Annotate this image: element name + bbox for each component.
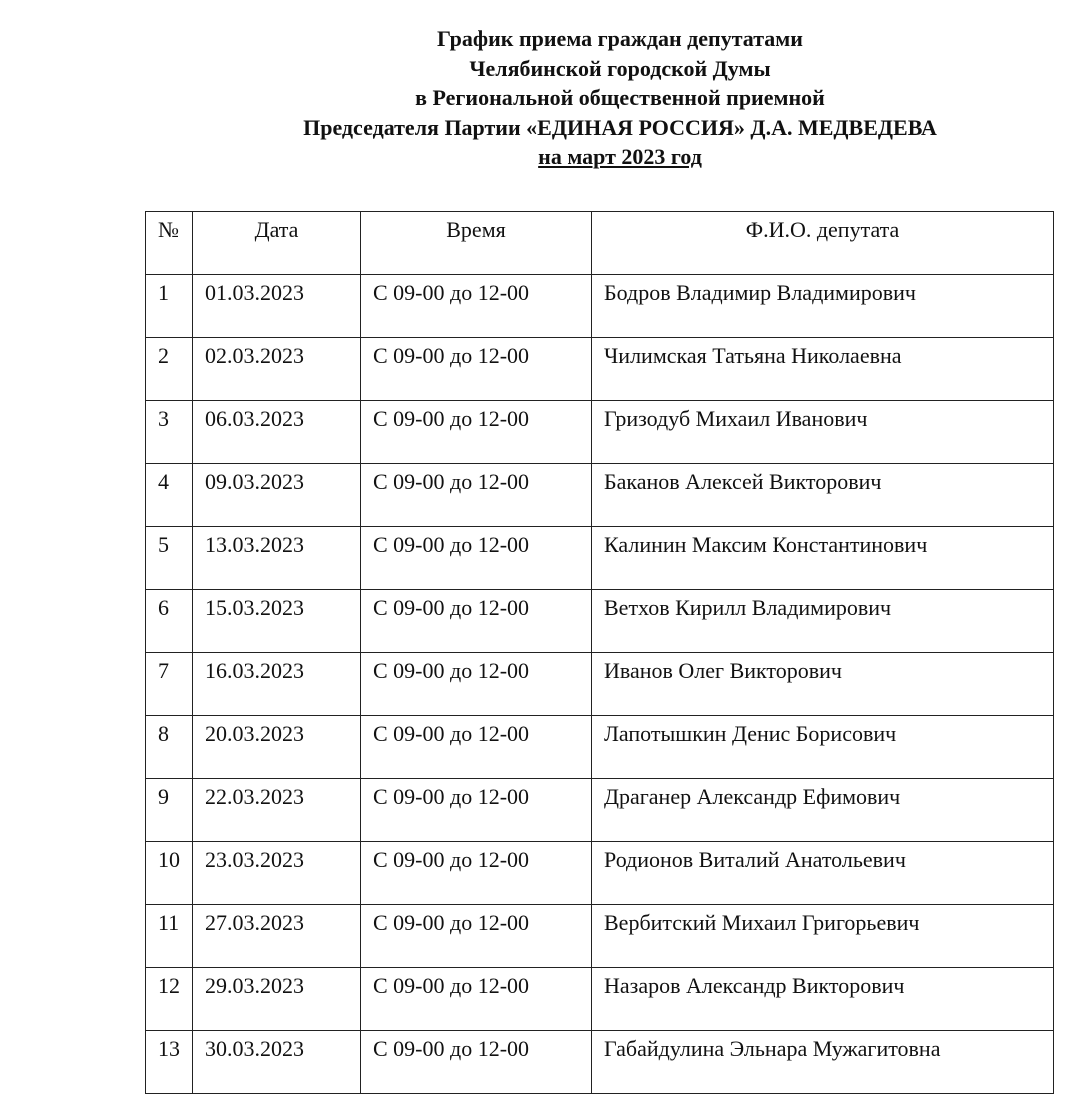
cell-number: 11: [146, 905, 193, 968]
table-row: [146, 464, 1054, 527]
table-row: [146, 653, 1054, 716]
cell-time: С 09-00 до 12-00: [361, 1031, 592, 1094]
cell-deputy-name: Лапотышкин Денис Борисович: [592, 716, 1054, 779]
table-row: [146, 842, 1054, 905]
cell-date: 15.03.2023: [193, 590, 361, 653]
cell-deputy-name: Иванов Олег Викторович: [592, 653, 1054, 716]
cell-deputy-name: Драганер Александр Ефимович: [592, 779, 1054, 842]
cell-number: 1: [146, 275, 193, 338]
cell-deputy-name: Гризодуб Михаил Иванович: [592, 401, 1054, 464]
cell-number: 3: [146, 401, 193, 464]
header-time: Время: [361, 212, 592, 275]
cell-time: С 09-00 до 12-00: [361, 464, 592, 527]
cell-date: 09.03.2023: [193, 464, 361, 527]
cell-date: 29.03.2023: [193, 968, 361, 1031]
table-row: [146, 275, 1054, 338]
cell-number: 2: [146, 338, 193, 401]
cell-deputy-name: Калинин Максим Константинович: [592, 527, 1054, 590]
cell-date: 01.03.2023: [193, 275, 361, 338]
cell-date: 30.03.2023: [193, 1031, 361, 1094]
cell-number: 4: [146, 464, 193, 527]
header-deputy-name: Ф.И.О. депутата: [592, 212, 1054, 275]
table-body: [146, 275, 1054, 1094]
cell-time: С 09-00 до 12-00: [361, 590, 592, 653]
title-line: Челябинской городской Думы: [469, 55, 771, 81]
cell-date: 06.03.2023: [193, 401, 361, 464]
table-row: [146, 779, 1054, 842]
cell-time: С 09-00 до 12-00: [361, 905, 592, 968]
header-date: Дата: [193, 212, 361, 275]
table-row: [146, 905, 1054, 968]
cell-number: 10: [146, 842, 193, 905]
title-line: в Региональной общественной приемной: [415, 85, 825, 110]
cell-deputy-name: Вербитский Михаил Григорьевич: [592, 905, 1054, 968]
cell-time: С 09-00 до 12-00: [361, 842, 592, 905]
title-line: График приема граждан депутатами: [437, 26, 803, 51]
cell-number: 9: [146, 779, 193, 842]
title-period: на март 2023 год: [538, 144, 702, 169]
cell-time: С 09-00 до 12-00: [361, 401, 592, 464]
cell-date: 20.03.2023: [193, 716, 361, 779]
cell-time: С 09-00 до 12-00: [361, 338, 592, 401]
table-row: [146, 968, 1054, 1031]
cell-deputy-name: Назаров Александр Викторович: [592, 968, 1054, 1031]
table-row: [146, 401, 1054, 464]
cell-time: С 09-00 до 12-00: [361, 275, 592, 338]
table-row: [146, 527, 1054, 590]
cell-deputy-name: Родионов Виталий Анатольевич: [592, 842, 1054, 905]
table-header-row: [146, 212, 1054, 275]
cell-deputy-name: Ветхов Кирилл Владимирович: [592, 590, 1054, 653]
cell-time: С 09-00 до 12-00: [361, 527, 592, 590]
document-title: [150, 24, 1080, 172]
cell-date: 27.03.2023: [193, 905, 361, 968]
cell-time: С 09-00 до 12-00: [361, 716, 592, 779]
cell-deputy-name: Бодров Владимир Владимирович: [592, 275, 1054, 338]
cell-date: 02.03.2023: [193, 338, 361, 401]
cell-number: 12: [146, 968, 193, 1031]
cell-number: 6: [146, 590, 193, 653]
cell-time: С 09-00 до 12-00: [361, 653, 592, 716]
header-number: №: [146, 212, 193, 275]
cell-deputy-name: Баканов Алексей Викторович: [592, 464, 1054, 527]
cell-date: 13.03.2023: [193, 527, 361, 590]
table-row: [146, 590, 1054, 653]
cell-number: 5: [146, 527, 193, 590]
cell-number: 8: [146, 716, 193, 779]
cell-date: 16.03.2023: [193, 653, 361, 716]
table-row: [146, 338, 1054, 401]
cell-time: С 09-00 до 12-00: [361, 968, 592, 1031]
cell-number: 13: [146, 1031, 193, 1094]
cell-date: 22.03.2023: [193, 779, 361, 842]
cell-date: 23.03.2023: [193, 842, 361, 905]
title-line: Председателя Партии «ЕДИНАЯ РОССИЯ» Д.А. МЕДВЕДЕВА: [303, 114, 937, 140]
schedule-table: [145, 211, 1054, 1094]
cell-deputy-name: Чилимская Татьяна Николаевна: [592, 338, 1054, 401]
table-row: [146, 1031, 1054, 1094]
cell-deputy-name: Габайдулина Эльнара Мужагитовна: [592, 1031, 1054, 1094]
cell-time: С 09-00 до 12-00: [361, 779, 592, 842]
cell-number: 7: [146, 653, 193, 716]
table-row: [146, 716, 1054, 779]
